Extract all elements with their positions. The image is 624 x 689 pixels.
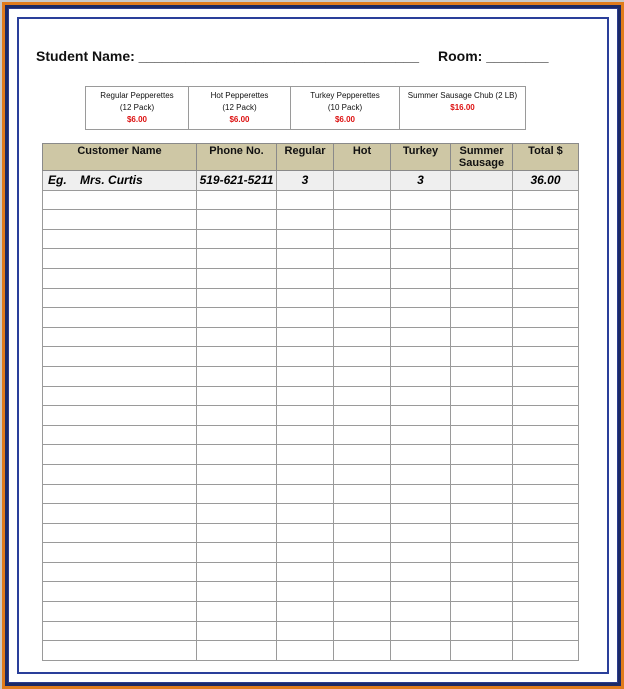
table-cell[interactable] [277,602,334,622]
table-cell[interactable] [334,210,391,230]
table-cell[interactable] [334,347,391,367]
col-customer-name: Customer Name [43,144,197,171]
table-cell[interactable] [391,406,451,426]
table-row [43,445,579,465]
student-name-field: Student Name: ____________________________________ [36,48,419,64]
table-cell[interactable] [391,327,451,347]
form-header [36,48,566,64]
table-cell[interactable] [197,445,277,465]
table-cell[interactable] [334,602,391,622]
table-cell[interactable] [334,562,391,582]
table-cell[interactable] [197,210,277,230]
table-cell[interactable] [197,268,277,288]
col-hot: Hot [334,144,391,171]
table-cell[interactable] [277,621,334,641]
table-cell[interactable] [391,268,451,288]
table-cell[interactable] [513,523,579,543]
table-cell[interactable] [43,327,197,347]
table-cell[interactable] [277,543,334,563]
col-regular: Regular [277,144,334,171]
table-cell[interactable] [513,562,579,582]
table-cell[interactable] [513,190,579,210]
table-cell[interactable] [451,210,513,230]
table-cell[interactable] [197,484,277,504]
product-regular [86,87,189,130]
table-cell[interactable] [277,425,334,445]
table-cell[interactable] [277,523,334,543]
table-row [43,582,579,602]
table-cell[interactable] [277,308,334,328]
table-cell[interactable] [391,288,451,308]
table-cell[interactable] [197,504,277,524]
table-cell[interactable] [43,562,197,582]
table-cell[interactable] [513,210,579,230]
table-cell[interactable] [451,190,513,210]
table-cell[interactable] [197,347,277,367]
table-cell[interactable] [513,366,579,386]
table-cell[interactable] [513,268,579,288]
table-cell[interactable] [334,621,391,641]
table-cell[interactable] [513,406,579,426]
product-turkey [291,87,400,130]
table-cell[interactable] [43,641,197,661]
table-cell[interactable] [513,229,579,249]
table-row [43,562,579,582]
table-cell[interactable] [277,406,334,426]
product-pack: (12 Pack) [222,103,257,112]
table-cell[interactable] [513,621,579,641]
table-cell[interactable] [513,445,579,465]
table-cell[interactable] [197,386,277,406]
product-price: $6.00 [229,115,250,124]
table-cell[interactable] [513,288,579,308]
table-cell[interactable] [43,543,197,563]
table-cell[interactable] [277,582,334,602]
table-cell[interactable] [43,366,197,386]
table-row [43,249,579,269]
table-cell[interactable] [391,582,451,602]
table-cell[interactable] [513,425,579,445]
table-cell[interactable] [43,602,197,622]
table-cell[interactable] [334,543,391,563]
table-cell[interactable] [451,406,513,426]
table-cell[interactable] [197,327,277,347]
table-cell[interactable] [513,582,579,602]
product-hot [189,87,291,130]
table-cell[interactable] [43,582,197,602]
table-cell[interactable] [277,562,334,582]
table-cell[interactable] [43,288,197,308]
table-cell[interactable] [391,602,451,622]
table-cell[interactable] [277,268,334,288]
table-cell[interactable] [277,288,334,308]
table-cell[interactable] [43,425,197,445]
example-summer [451,171,513,191]
product-price: $6.00 [126,115,148,124]
table-cell[interactable] [43,386,197,406]
table-row [43,523,579,543]
table-cell[interactable] [197,602,277,622]
order-table [42,143,579,661]
col-summer-sausage: Summer Sausage [451,144,513,171]
table-row [43,268,579,288]
product-name: Turkey Pepperettes [310,91,380,100]
table-cell[interactable] [43,210,197,230]
table-cell[interactable] [334,406,391,426]
price-list [85,86,526,130]
table-cell[interactable] [391,504,451,524]
table-cell[interactable] [391,210,451,230]
table-cell[interactable] [334,386,391,406]
table-row [43,229,579,249]
table-cell[interactable] [277,327,334,347]
table-row [43,386,579,406]
example-phone: 519-621-5211 [197,171,277,191]
table-cell[interactable] [197,308,277,328]
table-cell[interactable] [277,464,334,484]
table-cell[interactable] [334,229,391,249]
table-cell[interactable] [451,249,513,269]
table-row [43,504,579,524]
table-cell[interactable] [391,464,451,484]
table-cell[interactable] [391,562,451,582]
table-cell[interactable] [513,602,579,622]
table-cell[interactable] [277,190,334,210]
table-cell[interactable] [451,308,513,328]
table-cell[interactable] [451,602,513,622]
table-cell[interactable] [451,268,513,288]
product-name: Hot Pepperettes [210,91,269,100]
table-cell[interactable] [197,562,277,582]
table-cell[interactable] [391,190,451,210]
table-cell[interactable] [391,641,451,661]
table-cell[interactable] [43,229,197,249]
table-row [43,464,579,484]
table-cell[interactable] [513,249,579,269]
table-cell[interactable] [197,425,277,445]
table-cell[interactable] [277,347,334,367]
table-cell[interactable] [391,425,451,445]
table-cell[interactable] [197,190,277,210]
table-cell[interactable] [513,641,579,661]
table-cell[interactable] [334,523,391,543]
table-cell[interactable] [197,229,277,249]
table-cell[interactable] [334,288,391,308]
table-row [43,366,579,386]
table-cell[interactable] [451,425,513,445]
example-name: Mrs. Curtis [80,173,143,188]
table-cell[interactable] [334,464,391,484]
table-row [43,602,579,622]
table-cell[interactable] [197,523,277,543]
table-cell[interactable] [43,347,197,367]
table-cell[interactable] [277,229,334,249]
room-field: Room: ________ [438,48,549,64]
table-cell[interactable] [43,504,197,524]
table-cell[interactable] [43,406,197,426]
table-row [43,347,579,367]
table-cell[interactable] [334,268,391,288]
table-cell[interactable] [451,229,513,249]
table-cell[interactable] [43,484,197,504]
product-name: Summer Sausage Chub (2 LB) [407,91,518,100]
table-cell[interactable] [513,327,579,347]
table-cell[interactable] [334,249,391,269]
table-cell[interactable] [277,484,334,504]
table-cell[interactable] [334,445,391,465]
table-cell[interactable] [451,366,513,386]
table-cell[interactable] [513,484,579,504]
table-cell[interactable] [513,543,579,563]
table-cell[interactable] [391,347,451,367]
table-cell[interactable] [451,504,513,524]
table-cell[interactable] [197,582,277,602]
table-cell[interactable] [197,366,277,386]
table-cell[interactable] [391,229,451,249]
table-cell[interactable] [43,621,197,641]
table-row [43,425,579,445]
table-cell[interactable] [334,308,391,328]
table-cell[interactable] [451,582,513,602]
example-customer [43,171,197,191]
table-row [43,641,579,661]
table-cell[interactable] [391,523,451,543]
table-cell[interactable] [277,386,334,406]
table-cell[interactable] [197,464,277,484]
table-cell[interactable] [277,210,334,230]
table-cell[interactable] [391,386,451,406]
table-cell[interactable] [43,464,197,484]
table-cell[interactable] [197,406,277,426]
table-cell[interactable] [513,347,579,367]
table-cell[interactable] [43,249,197,269]
example-prefix: Eg. [48,173,67,188]
table-cell[interactable] [451,445,513,465]
table-cell[interactable] [334,327,391,347]
table-cell[interactable] [197,543,277,563]
table-cell[interactable] [451,347,513,367]
table-cell[interactable] [391,249,451,269]
table-cell[interactable] [334,582,391,602]
table-cell[interactable] [277,249,334,269]
table-cell[interactable] [451,464,513,484]
table-cell[interactable] [451,543,513,563]
example-hot [334,171,391,191]
example-row [43,171,579,191]
table-cell[interactable] [513,386,579,406]
table-cell[interactable] [391,308,451,328]
example-turkey: 3 [391,171,451,191]
product-pack: (10 Pack) [327,103,363,112]
table-cell[interactable] [391,484,451,504]
table-row [43,308,579,328]
table-row [43,621,579,641]
table-cell[interactable] [451,562,513,582]
table-row [43,543,579,563]
table-cell[interactable] [334,641,391,661]
table-cell[interactable] [277,445,334,465]
table-cell[interactable] [334,366,391,386]
table-row [43,484,579,504]
product-pack: (12 Pack) [119,103,155,112]
table-cell[interactable] [197,249,277,269]
table-cell[interactable] [277,504,334,524]
table-row [43,190,579,210]
table-cell[interactable] [43,268,197,288]
example-regular: 3 [277,171,334,191]
table-row [43,288,579,308]
table-cell[interactable] [451,386,513,406]
table-cell[interactable] [513,308,579,328]
product-price: $16.00 [450,103,475,112]
table-cell[interactable] [43,190,197,210]
product-summer-sausage [400,87,526,130]
table-cell[interactable] [391,543,451,563]
col-total: Total $ [513,144,579,171]
table-cell[interactable] [277,366,334,386]
table-row [43,406,579,426]
table-cell[interactable] [43,445,197,465]
table-cell[interactable] [277,641,334,661]
table-cell[interactable] [391,621,451,641]
table-cell[interactable] [513,504,579,524]
example-total: 36.00 [513,171,579,191]
table-cell[interactable] [451,641,513,661]
table-cell[interactable] [451,484,513,504]
table-cell[interactable] [391,445,451,465]
table-cell[interactable] [197,288,277,308]
table-cell[interactable] [451,288,513,308]
table-cell[interactable] [43,523,197,543]
table-cell[interactable] [197,641,277,661]
col-phone: Phone No. [197,144,277,171]
table-row [43,210,579,230]
table-cell[interactable] [334,190,391,210]
table-cell[interactable] [43,308,197,328]
table-cell[interactable] [513,464,579,484]
table-cell[interactable] [334,504,391,524]
table-header-row [43,144,579,171]
table-cell[interactable] [334,425,391,445]
table-row [43,327,579,347]
product-price: $6.00 [334,115,356,124]
table-cell[interactable] [451,621,513,641]
product-name: Regular Pepperettes [100,91,174,100]
table-cell[interactable] [451,523,513,543]
table-cell[interactable] [391,366,451,386]
table-cell[interactable] [334,484,391,504]
table-cell[interactable] [197,621,277,641]
table-cell[interactable] [451,327,513,347]
col-turkey: Turkey [391,144,451,171]
